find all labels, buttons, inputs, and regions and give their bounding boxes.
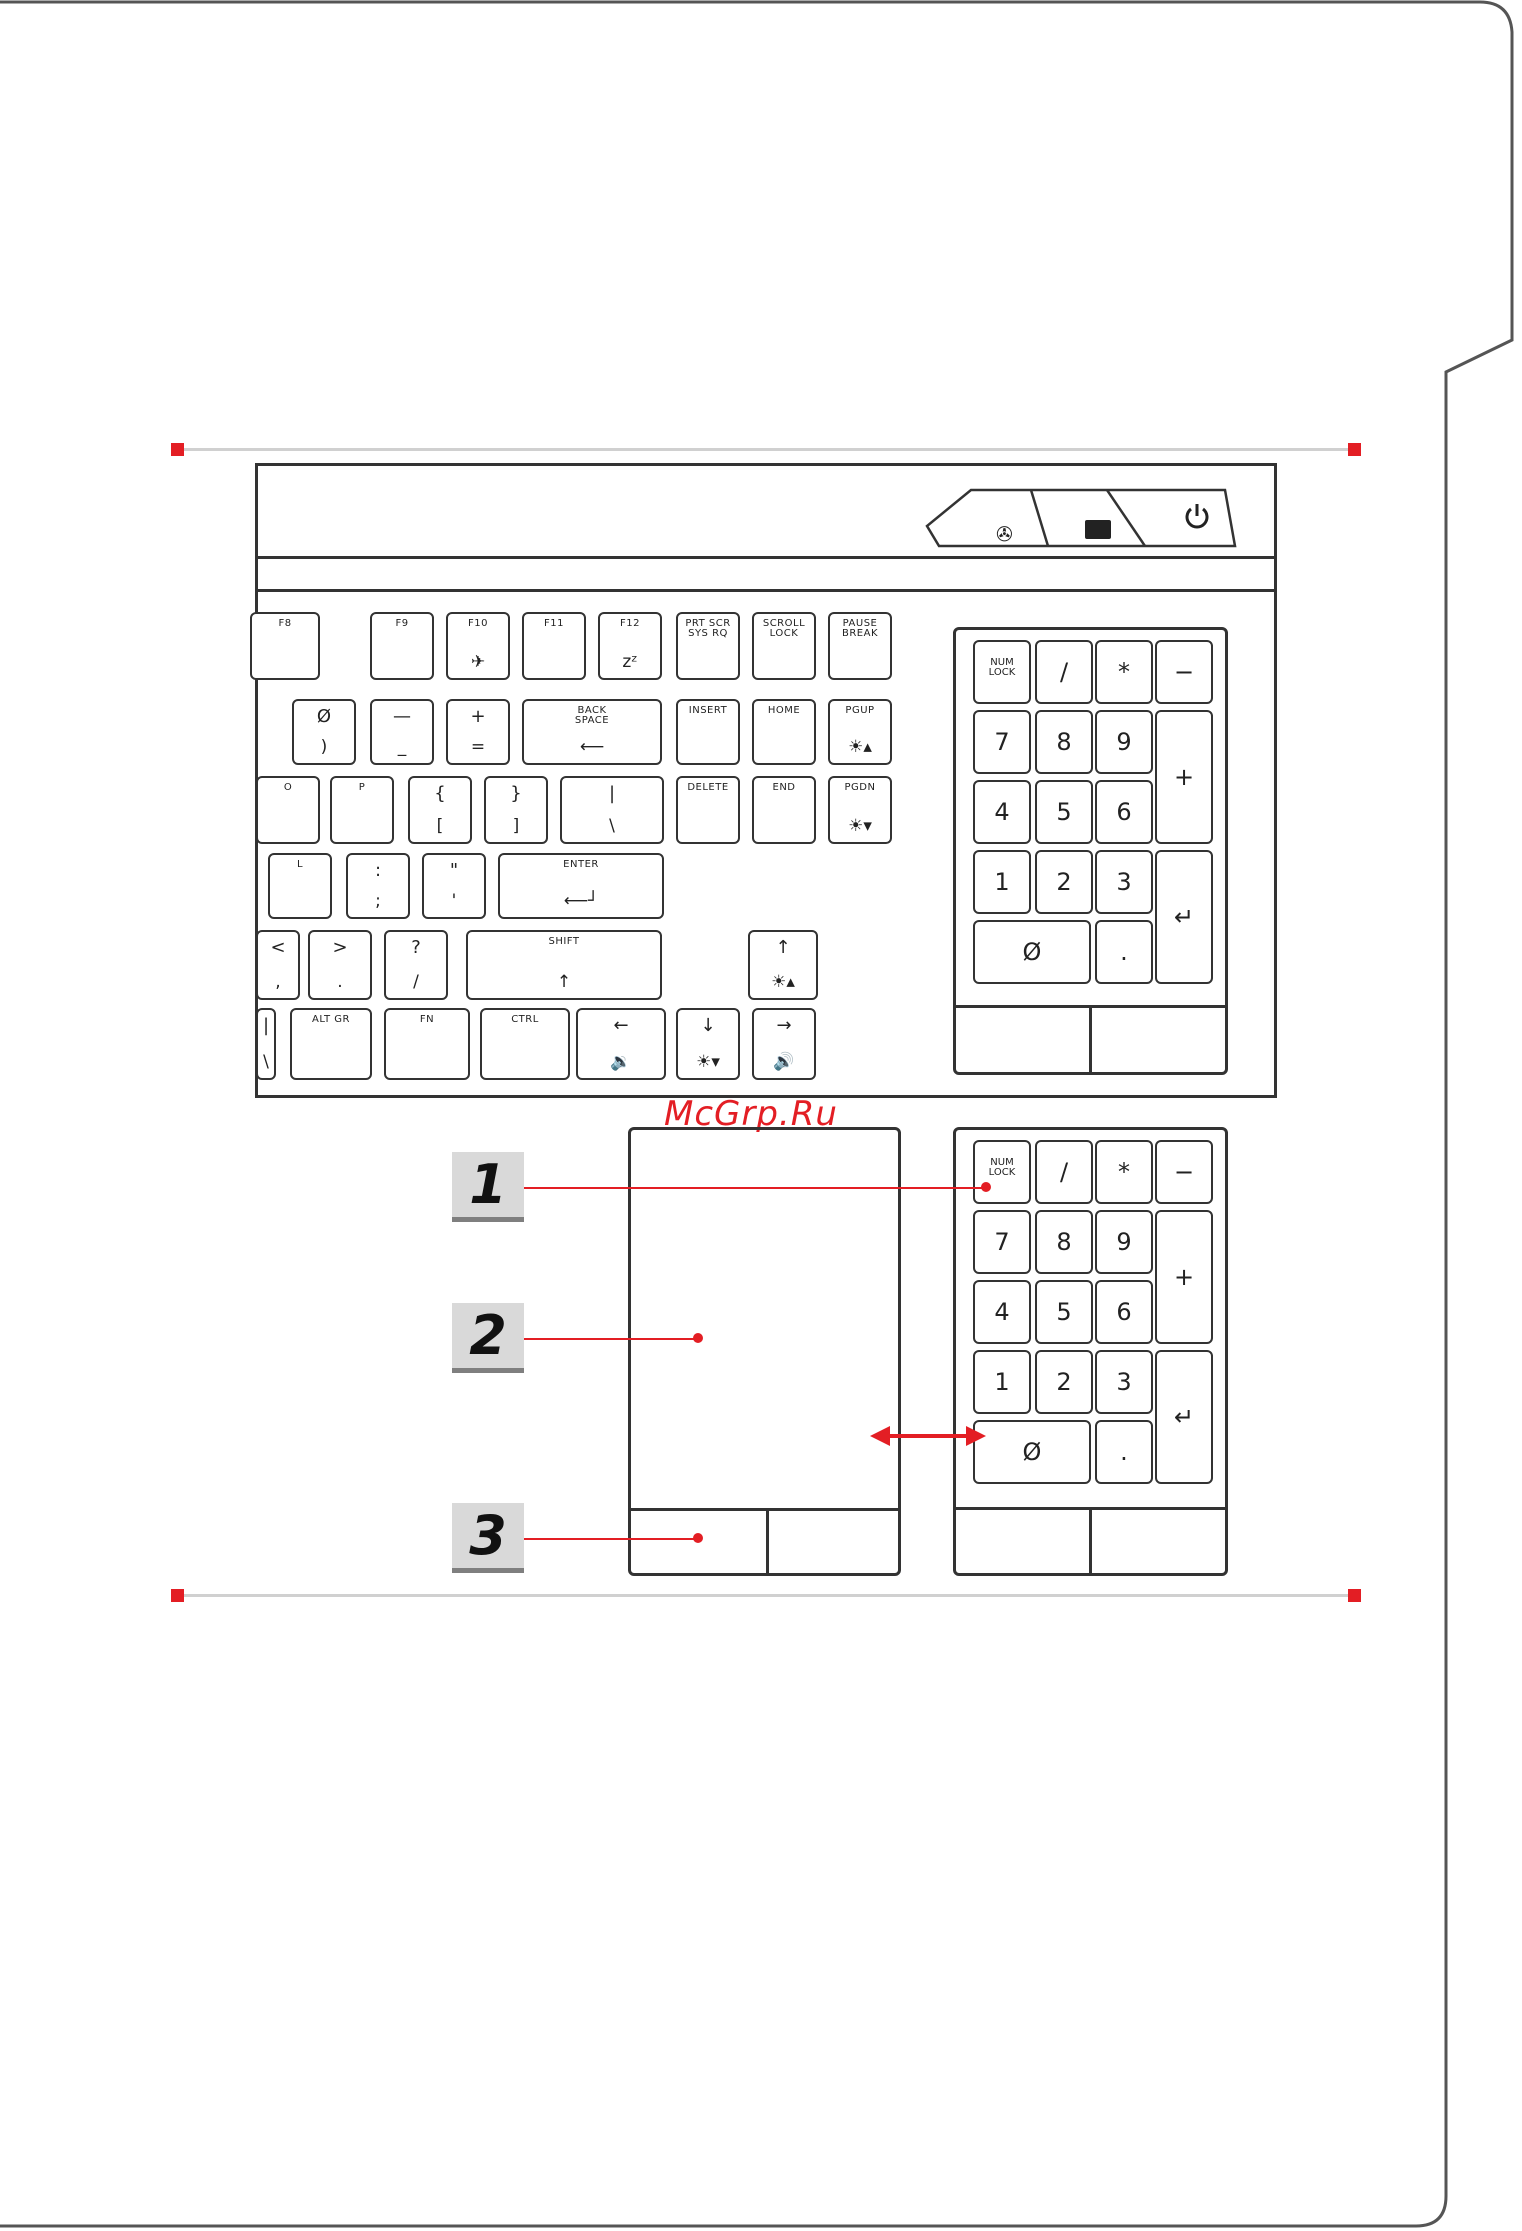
numpad-key-label: 5 (1056, 798, 1072, 826)
key-bottom: ) (320, 737, 328, 757)
function-key-label: F9 (395, 618, 409, 629)
key-bottom: ☀▾ (848, 816, 872, 836)
function-key[interactable] (676, 612, 740, 680)
function-key-label: SCROLL LOCK (762, 618, 806, 639)
key-top: ↑ (775, 937, 791, 958)
key[interactable] (408, 776, 472, 844)
key-bottom: ] (512, 816, 520, 836)
numpad-key-label: 8 (1056, 728, 1072, 756)
key-label: CTRL (511, 1014, 539, 1025)
key[interactable] (256, 776, 320, 844)
function-key-label: PRT SCR SYS RQ (685, 618, 731, 639)
function-key[interactable] (446, 612, 510, 680)
function-key[interactable] (522, 612, 586, 680)
numpad-key[interactable] (973, 1210, 1031, 1274)
numpad-key-label: 7 (994, 1228, 1010, 1256)
key[interactable] (370, 699, 434, 765)
key[interactable] (828, 776, 892, 844)
lower-button-split (1089, 1507, 1092, 1576)
function-key[interactable] (370, 612, 434, 680)
numpad-key-label: 7 (994, 728, 1010, 756)
key[interactable] (522, 699, 662, 765)
numpad-key-label: 2 (1056, 868, 1072, 896)
numpad-key[interactable] (1155, 710, 1213, 844)
numpad-key[interactable] (1095, 1350, 1153, 1414)
numpad-key-label: 6 (1116, 798, 1132, 826)
numlock-key[interactable] (973, 1140, 1031, 1204)
callout-3-dot (693, 1533, 703, 1543)
key-bottom: \ (609, 816, 615, 836)
numpad-key-label: − (1173, 658, 1195, 686)
key-top: < (270, 937, 286, 958)
key-label: DELETE (687, 782, 729, 793)
numpad-key[interactable] (1095, 850, 1153, 914)
key-label: ALT GR (311, 1014, 351, 1025)
callout-2-line (524, 1338, 698, 1340)
key-top: } (510, 783, 522, 804)
key-bottom: ↑ (556, 972, 572, 992)
numpad-key-label: ↵ (1173, 1403, 1195, 1431)
key[interactable] (498, 853, 664, 919)
numpad-key-label: 6 (1116, 1298, 1132, 1326)
key-top: PGUP (845, 705, 875, 716)
numpad-key[interactable] (973, 1350, 1031, 1414)
numpad-key[interactable] (973, 850, 1031, 914)
callout-1-dot (981, 1182, 991, 1192)
key[interactable] (346, 853, 410, 919)
key-bottom: , (275, 972, 281, 992)
function-key-sublabel: zᶻ (622, 652, 638, 672)
power-icon (1183, 502, 1211, 530)
numpad-key-label: Ø (1022, 1438, 1042, 1466)
key[interactable] (446, 699, 510, 765)
key[interactable] (480, 1008, 570, 1080)
function-key[interactable] (598, 612, 662, 680)
key[interactable] (384, 1008, 470, 1080)
key[interactable] (752, 776, 816, 844)
numpad-key-label: 9 (1116, 728, 1132, 756)
numlock-label: NUM LOCK (988, 657, 1016, 678)
key[interactable] (292, 699, 356, 765)
numpad-key-label: . (1120, 1438, 1128, 1466)
key-top: BACK SPACE (574, 705, 610, 726)
key-bottom: ☀▴ (771, 972, 795, 992)
numpad-key[interactable] (1095, 1420, 1153, 1484)
separator-marker (171, 1589, 184, 1602)
numpad-key-label: 4 (994, 1298, 1010, 1326)
numpad-key[interactable] (1095, 1140, 1153, 1204)
numpad-key[interactable] (1095, 1210, 1153, 1274)
key-bottom: ☀▴ (848, 737, 872, 757)
key-top: | (262, 1015, 270, 1036)
key-bottom: ' (451, 891, 457, 911)
top-separator (184, 448, 1348, 451)
numpad-key-label: * (1118, 658, 1130, 686)
numpad-key[interactable] (1035, 1140, 1093, 1204)
key[interactable] (466, 930, 662, 1000)
keyboard-top-line (258, 589, 1274, 592)
watermark: McGrp.Ru (664, 1094, 838, 1134)
key-bottom: [ (436, 816, 444, 836)
key-label: FN (419, 1014, 435, 1025)
numpad-key[interactable] (1155, 1140, 1213, 1204)
numpad-key-label: Ø (1022, 938, 1042, 966)
numpad-key-label: 1 (994, 1368, 1010, 1396)
key-top: " (449, 860, 459, 881)
numpad-key[interactable] (1035, 710, 1093, 774)
fan-icon: ✇ (996, 522, 1013, 546)
callout-2: 2 (452, 1303, 524, 1373)
numpad-key-label: + (1173, 1263, 1195, 1291)
key[interactable] (308, 930, 372, 1000)
numpad-key[interactable] (1095, 920, 1153, 984)
numpad-key-label: . (1120, 938, 1128, 966)
function-key[interactable] (752, 612, 816, 680)
key-label: END (772, 782, 796, 793)
separator-marker (171, 443, 184, 456)
key[interactable] (560, 776, 664, 844)
numpad-key[interactable] (1095, 640, 1153, 704)
numpad-key-label: 1 (994, 868, 1010, 896)
key-top: Ø (316, 706, 332, 727)
key-bottom: = (470, 737, 486, 757)
numpad-key-label: 9 (1116, 1228, 1132, 1256)
key-bottom: ☀▾ (696, 1052, 720, 1072)
numpad-key[interactable] (1095, 710, 1153, 774)
key-label: O (283, 782, 293, 793)
key-top: | (608, 783, 616, 804)
key-bottom: _ (397, 737, 407, 757)
function-key[interactable] (828, 612, 892, 680)
touchpad-right-button[interactable] (766, 1511, 901, 1573)
keyboard-hinge-line (258, 556, 1274, 559)
numpad-key[interactable] (1035, 640, 1093, 704)
numpad-key-label: 2 (1056, 1368, 1072, 1396)
numpad-key-label: / (1059, 658, 1069, 686)
key-top: → (776, 1015, 792, 1036)
numpad-key[interactable] (1155, 1350, 1213, 1484)
key-label: L (296, 859, 304, 870)
function-key-sublabel: ✈ (470, 652, 486, 672)
numpad-key-label: 3 (1116, 1368, 1132, 1396)
key-top: : (374, 860, 382, 881)
function-key-label: F12 (620, 618, 640, 629)
numpad-key-label: * (1118, 1158, 1130, 1186)
callout-2-dot (693, 1333, 703, 1343)
numpad-key[interactable] (973, 1280, 1031, 1344)
callout-3: 3 (452, 1503, 524, 1573)
key[interactable] (676, 699, 740, 765)
key[interactable] (576, 1008, 666, 1080)
key[interactable] (422, 853, 486, 919)
key-top: { (434, 783, 446, 804)
key-top: ← (613, 1015, 629, 1036)
key[interactable] (290, 1008, 372, 1080)
numpad-key[interactable] (1035, 1280, 1093, 1344)
key-bottom: ⟵┘ (563, 891, 599, 911)
key-top: > (332, 937, 348, 958)
upper-button-split (1089, 1005, 1092, 1075)
numlock-label: NUM LOCK (988, 1157, 1016, 1178)
key-top: PGDN (844, 782, 876, 793)
key-top: ↓ (700, 1015, 716, 1036)
key[interactable] (256, 1008, 276, 1080)
key-top: SHIFT (548, 936, 580, 947)
numpad-key[interactable] (1035, 1350, 1093, 1414)
numpad-key[interactable] (1095, 1280, 1153, 1344)
numpad-key[interactable] (1155, 850, 1213, 984)
key-label: INSERT (688, 705, 728, 716)
key-top: ? (411, 937, 421, 958)
callout-1-line (524, 1187, 986, 1189)
numpad-key-label: 4 (994, 798, 1010, 826)
key[interactable] (676, 776, 740, 844)
key[interactable] (484, 776, 548, 844)
key-label: HOME (767, 705, 801, 716)
key-bottom: ; (375, 891, 381, 911)
numpad-key[interactable] (1155, 1210, 1213, 1344)
numpad-key-label: − (1173, 1158, 1195, 1186)
numpad-key-label: 8 (1056, 1228, 1072, 1256)
key-top: ENTER (563, 859, 599, 870)
key-top: + (470, 706, 486, 727)
numpad-key[interactable] (973, 780, 1031, 844)
numpad-key[interactable] (973, 1420, 1091, 1484)
function-key-label: F10 (468, 618, 488, 629)
callout-1: 1 (452, 1152, 524, 1222)
key-bottom: ⟵ (579, 737, 605, 757)
key[interactable] (748, 930, 818, 1000)
key-bottom: . (337, 972, 343, 992)
key[interactable] (828, 699, 892, 765)
numpad-key-label: + (1173, 763, 1195, 791)
key[interactable] (384, 930, 448, 1000)
numpad-key[interactable] (1155, 640, 1213, 704)
function-key-label: F11 (544, 618, 564, 629)
callout-3-line (524, 1538, 698, 1540)
numpad-key[interactable] (973, 920, 1091, 984)
numpad-key-label: 3 (1116, 868, 1132, 896)
switch-arrow-icon (870, 1424, 986, 1448)
key-bottom: 🔉 (610, 1052, 632, 1072)
screen-icon (1085, 520, 1111, 539)
bottom-separator (184, 1594, 1348, 1597)
key[interactable] (752, 1008, 816, 1080)
numpad-key[interactable] (973, 710, 1031, 774)
separator-marker (1348, 1589, 1361, 1602)
numpad-key-label: 5 (1056, 1298, 1072, 1326)
key[interactable] (268, 853, 332, 919)
key[interactable] (752, 699, 816, 765)
numpad-key[interactable] (1095, 780, 1153, 844)
key-bottom: / (413, 972, 419, 992)
numpad-key[interactable] (1035, 1210, 1093, 1274)
numpad-key-label: / (1059, 1158, 1069, 1186)
key[interactable] (330, 776, 394, 844)
key-bottom: 🔊 (773, 1052, 795, 1072)
numpad-key-label: ↵ (1173, 903, 1195, 931)
function-key-label: PAUSE BREAK (841, 618, 879, 639)
key-label: P (358, 782, 366, 793)
function-key[interactable] (250, 612, 320, 680)
key[interactable] (676, 1008, 740, 1080)
numlock-key[interactable] (973, 640, 1031, 704)
function-key-label: F8 (278, 618, 292, 629)
numpad-key[interactable] (1035, 850, 1093, 914)
key-bottom: \ (263, 1052, 269, 1072)
key[interactable] (256, 930, 300, 1000)
numpad-key[interactable] (1035, 780, 1093, 844)
key-top: — (393, 706, 411, 727)
separator-marker (1348, 443, 1361, 456)
